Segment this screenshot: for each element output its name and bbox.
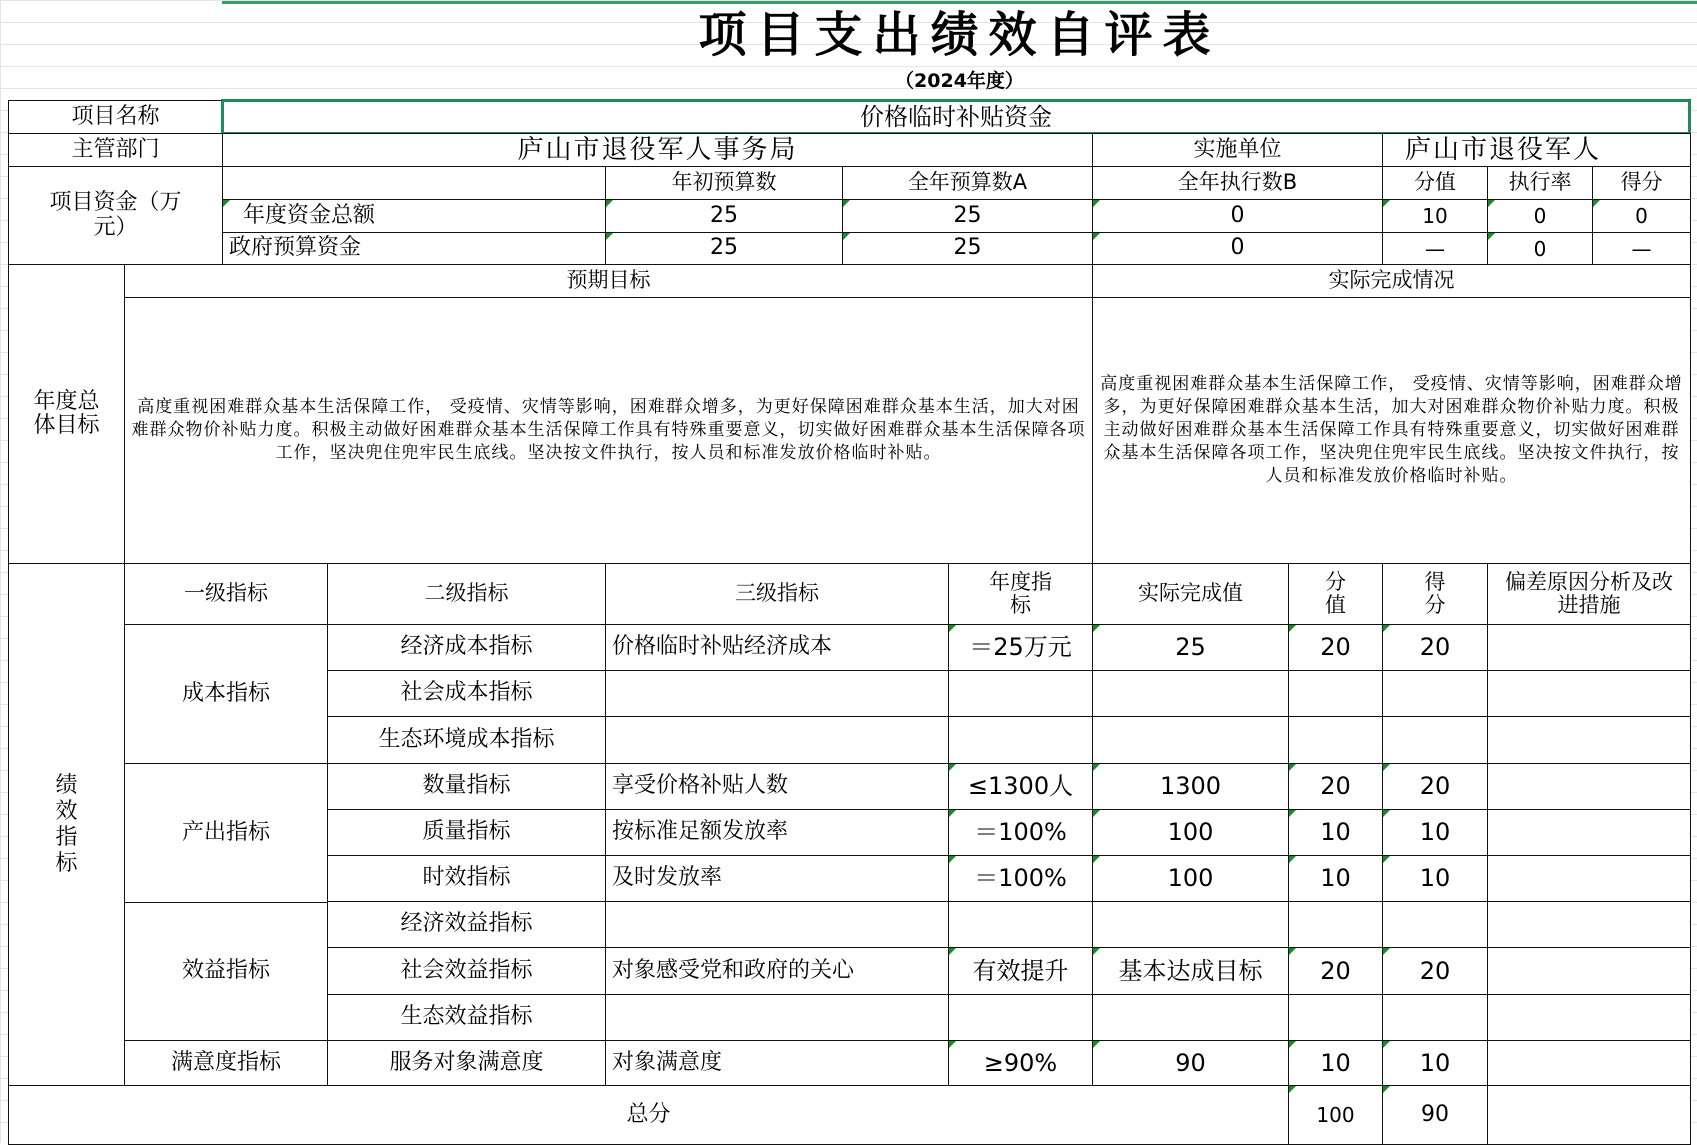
deviation-cell[interactable] bbox=[1487, 763, 1691, 810]
ind-header-actual: 实际完成值 bbox=[1092, 563, 1289, 625]
funds-label: 项目资金（万元） bbox=[8, 166, 223, 265]
target-cell[interactable]: ≤1300人 bbox=[948, 763, 1093, 810]
funds-cell[interactable]: 25 bbox=[842, 232, 1093, 265]
actual-cell[interactable] bbox=[1092, 994, 1289, 1041]
deviation-cell[interactable] bbox=[1487, 809, 1691, 856]
target-cell[interactable]: 有效提升 bbox=[948, 947, 1093, 995]
actual-cell[interactable]: 1300 bbox=[1092, 763, 1289, 810]
deviation-cell[interactable] bbox=[1487, 624, 1691, 671]
score-value-cell[interactable]: 20 bbox=[1288, 763, 1383, 810]
score-cell[interactable] bbox=[1382, 716, 1488, 764]
funds-cell[interactable]: — bbox=[1592, 232, 1691, 265]
dept-value[interactable]: 庐山市退役军人事务局 bbox=[222, 133, 1093, 167]
target-cell[interactable]: ＝100% bbox=[948, 855, 1093, 902]
deviation-cell[interactable] bbox=[1487, 901, 1691, 948]
total-score[interactable]: 90 bbox=[1382, 1085, 1488, 1145]
funds-header-exec-rate: 执行率 bbox=[1487, 166, 1593, 200]
score-cell[interactable] bbox=[1382, 901, 1488, 948]
ind-header-level1: 一级指标 bbox=[124, 563, 328, 625]
ind-header-target: 年度指标 bbox=[948, 563, 1093, 625]
funds-header-score-value: 分值 bbox=[1382, 166, 1488, 200]
level2-cell[interactable]: 经济效益指标 bbox=[327, 901, 606, 948]
actual-cell[interactable] bbox=[1092, 901, 1289, 948]
level3-cell[interactable] bbox=[605, 994, 949, 1041]
target-cell[interactable] bbox=[948, 994, 1093, 1041]
level2-cell[interactable]: 社会效益指标 bbox=[327, 947, 606, 995]
level2-cell[interactable]: 生态效益指标 bbox=[327, 994, 606, 1041]
project-name-label: 项目名称 bbox=[8, 100, 223, 134]
funds-header-score: 得分 bbox=[1592, 166, 1691, 200]
ind-header-deviation: 偏差原因分析及改进措施 bbox=[1487, 563, 1691, 625]
level2-cell[interactable]: 质量指标 bbox=[327, 809, 606, 856]
deviation-cell[interactable] bbox=[1487, 994, 1691, 1041]
level2-cell[interactable]: 经济成本指标 bbox=[327, 624, 606, 671]
ind-header-score: 得分 bbox=[1382, 563, 1488, 625]
level3-cell[interactable] bbox=[605, 670, 949, 717]
level3-cell[interactable] bbox=[605, 716, 949, 764]
level3-cell[interactable]: 按标准足额发放率 bbox=[605, 809, 949, 856]
funds-cell[interactable]: 0 bbox=[1592, 199, 1691, 233]
level1-benefit[interactable]: 效益指标 bbox=[124, 902, 328, 1041]
impl-unit-value[interactable]: 庐山市退役军人 bbox=[1382, 133, 1691, 167]
score-cell[interactable]: 10 bbox=[1382, 855, 1488, 902]
target-cell[interactable] bbox=[948, 901, 1093, 948]
actual-completion-header: 实际完成情况 bbox=[1092, 264, 1691, 298]
score-value-cell[interactable] bbox=[1288, 670, 1383, 717]
funds-row-total-label[interactable]: 年度资金总额 bbox=[222, 199, 606, 233]
funds-cell[interactable]: 0 bbox=[1487, 199, 1593, 233]
project-name-cell[interactable]: 价格临时补贴资金 bbox=[222, 100, 1690, 134]
target-cell[interactable] bbox=[948, 670, 1093, 717]
dept-label: 主管部门 bbox=[8, 133, 223, 167]
level3-cell[interactable]: 及时发放率 bbox=[605, 855, 949, 902]
level1-satisfaction[interactable]: 满意度指标 bbox=[124, 1040, 328, 1086]
form-title: 项目支出绩效自评表 bbox=[698, 6, 1221, 63]
deviation-cell[interactable] bbox=[1487, 670, 1691, 717]
level3-cell[interactable]: 对象满意度 bbox=[605, 1040, 949, 1087]
score-value-cell[interactable] bbox=[1288, 901, 1383, 948]
ind-header-level3: 三级指标 bbox=[605, 563, 949, 625]
target-cell[interactable]: ≥90% bbox=[948, 1040, 1093, 1087]
level2-cell[interactable]: 生态环境成本指标 bbox=[327, 716, 606, 764]
target-cell[interactable] bbox=[948, 716, 1093, 764]
actual-cell[interactable] bbox=[1092, 670, 1289, 717]
deviation-cell[interactable] bbox=[1487, 855, 1691, 902]
level2-cell[interactable]: 时效指标 bbox=[327, 855, 606, 902]
score-value-cell[interactable]: 10 bbox=[1288, 809, 1383, 856]
funds-row-gov-label[interactable]: 政府预算资金 bbox=[222, 232, 606, 265]
level3-cell[interactable]: 享受价格补贴人数 bbox=[605, 763, 949, 810]
target-cell[interactable]: ＝25万元 bbox=[948, 624, 1093, 671]
ind-header-score-value: 分值 bbox=[1288, 563, 1383, 625]
actual-completion-text[interactable]: 高度重视困难群众基本生活保障工作， 受疫情、灾情等影响，困难群众增多，为更好保障困难群众基本生活，加大对困难群众物价补贴力度。积极主动做好困难群众基本生活保障工作具有特殊重要意义，切实做好困难群众基本生活保障各项工作，坚决兜住兜牢民生底线。坚决按文件执行，按人员和标准发放价格临时补贴。 bbox=[1092, 297, 1691, 564]
score-value-cell[interactable]: 20 bbox=[1288, 947, 1383, 995]
score-value-cell[interactable] bbox=[1288, 994, 1383, 1041]
goal-label: 年度总体目标 bbox=[8, 264, 125, 564]
level3-cell[interactable] bbox=[605, 901, 949, 948]
actual-cell[interactable]: 25 bbox=[1092, 624, 1289, 671]
actual-cell[interactable]: 基本达成目标 bbox=[1092, 947, 1289, 995]
level2-cell[interactable]: 数量指标 bbox=[327, 763, 606, 810]
level2-cell[interactable]: 服务对象满意度 bbox=[327, 1040, 606, 1087]
score-value-cell[interactable]: 10 bbox=[1288, 855, 1383, 902]
funds-cell[interactable]: 10 bbox=[1382, 199, 1488, 233]
form-year: （2024年度） bbox=[895, 69, 1024, 92]
score-value-cell[interactable]: 10 bbox=[1288, 1040, 1383, 1087]
funds-header-executed: 全年执行数B bbox=[1092, 166, 1383, 200]
level1-output[interactable]: 产出指标 bbox=[124, 763, 328, 903]
level2-cell[interactable]: 社会成本指标 bbox=[327, 670, 606, 717]
expected-goal-text[interactable]: 高度重视困难群众基本生活保障工作， 受疫情、灾情等影响，困难群众增多，为更好保障困难群众基本生活，加大对困难群众物价补贴力度。积极主动做好困难群众基本生活保障工作具有特殊重要意义，切实做好困难群众基本生活保障各项工作，坚决兜住兜牢民生底线。坚决按文件执行，按人员和标准发放价格临时补贴。 bbox=[124, 297, 1093, 564]
score-cell[interactable] bbox=[1382, 670, 1488, 717]
ind-header-level2: 二级指标 bbox=[327, 563, 606, 625]
score-cell[interactable]: 20 bbox=[1382, 763, 1488, 810]
deviation-cell[interactable] bbox=[1487, 1040, 1691, 1087]
funds-cell[interactable]: 25 bbox=[842, 199, 1093, 233]
funds-cell[interactable]: 25 bbox=[605, 232, 843, 265]
score-value-cell[interactable] bbox=[1288, 716, 1383, 764]
level1-cost[interactable]: 成本指标 bbox=[124, 624, 328, 764]
total-label: 总分 bbox=[8, 1085, 1289, 1145]
actual-cell[interactable]: 100 bbox=[1092, 855, 1289, 902]
score-cell[interactable]: 20 bbox=[1382, 947, 1488, 995]
score-cell[interactable]: 10 bbox=[1382, 1040, 1488, 1087]
actual-cell[interactable] bbox=[1092, 716, 1289, 764]
target-cell[interactable]: ＝100% bbox=[948, 809, 1093, 856]
level3-cell[interactable]: 价格临时补贴经济成本 bbox=[605, 624, 949, 671]
deviation-cell[interactable] bbox=[1487, 947, 1691, 995]
actual-cell[interactable]: 90 bbox=[1092, 1040, 1289, 1087]
score-cell[interactable]: 10 bbox=[1382, 809, 1488, 856]
funds-cell[interactable]: 0 bbox=[1092, 232, 1383, 265]
expected-goal-header: 预期目标 bbox=[124, 264, 1093, 298]
total-deviation[interactable] bbox=[1487, 1085, 1691, 1145]
impl-unit-label: 实施单位 bbox=[1092, 133, 1383, 167]
score-cell[interactable]: 20 bbox=[1382, 624, 1488, 671]
level3-cell[interactable]: 对象感受党和政府的关心 bbox=[605, 947, 949, 995]
funds-header-blank bbox=[222, 166, 606, 200]
score-value-cell[interactable]: 20 bbox=[1288, 624, 1383, 671]
funds-cell[interactable]: 0 bbox=[1092, 199, 1383, 233]
funds-cell[interactable]: 25 bbox=[605, 199, 843, 233]
score-cell[interactable] bbox=[1382, 994, 1488, 1041]
funds-header-initial-budget: 年初预算数 bbox=[605, 166, 843, 200]
actual-cell[interactable]: 100 bbox=[1092, 809, 1289, 856]
total-score-value[interactable]: 100 bbox=[1288, 1085, 1383, 1145]
funds-cell[interactable]: — bbox=[1382, 232, 1488, 265]
perf-label: 绩效指标 bbox=[8, 563, 125, 1086]
funds-header-annual-budget: 全年预算数A bbox=[842, 166, 1093, 200]
funds-cell[interactable]: 0 bbox=[1487, 232, 1593, 265]
deviation-cell[interactable] bbox=[1487, 716, 1691, 764]
